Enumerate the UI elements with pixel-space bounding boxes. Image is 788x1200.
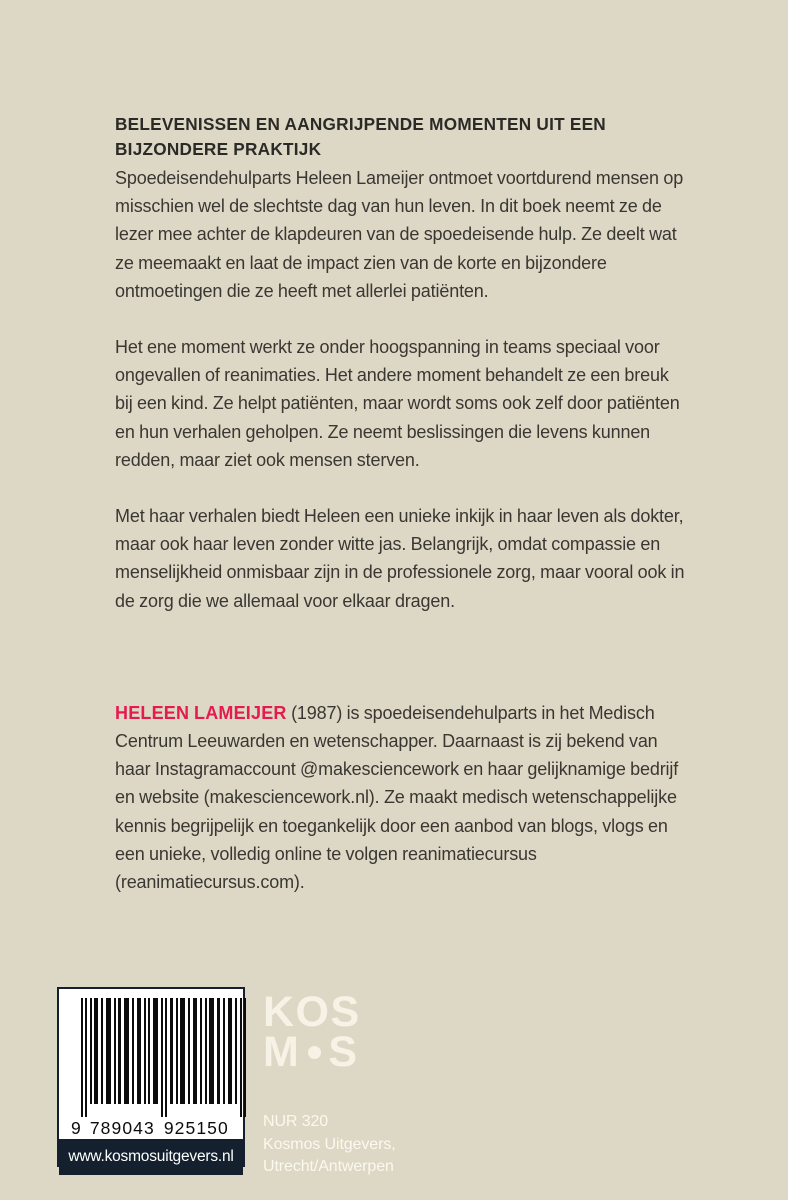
kosmos-logo-letter-s: S [328,1028,359,1076]
barcode-digit-group-2: 925150 [163,1118,229,1138]
kosmos-logo-line-2 [263,1028,371,1076]
publisher-name: Kosmos Uitgevers, [263,1135,396,1153]
blurb-paragraph-1: Spoedeisendehulparts Heleen Lameijer ontmoet voortdurend mensen op misschien wel de slechtste dag van hun leven. In dit boek neemt ze de lezer mee achter de klapdeuren van de spoedeisende hulp. Ze deelt wat ze meemaakt en laat de impact zien van de korte en bijzondere ontmoetingen die ze heeft met allerlei patiënten. [115,168,684,301]
page-title: BELEVENISSEN EN AANGRIJPENDE MOMENTEN UIT EEN BIJZONDERE PRAKTIJK [115,114,606,159]
author-name: HELEEN LAMEIJER [115,702,287,723]
kosmos-logo-dot-icon [308,1046,321,1059]
publisher-block [263,988,513,1179]
barcode-digits [71,1118,233,1139]
barcode-digit-lead: 9 [71,1118,82,1138]
kosmos-logo-letter-m: M [263,1028,301,1076]
kosmos-logo-line-1: KOS [263,988,361,1036]
barcode-digit-group-1: 789043 [89,1118,155,1138]
author-bio-text: (1987) is spoedeisendehulparts in het Medisch Centrum Leeuwarden en wetenschapper. Daarnaast is zij bekend van haar Instagramaccount @makesciencework en haar gelijknamige bedrijf en website (makesciencework.nl). Ze maakt medisch wetenschappelijke kennis begrijpelijk en toegankelijk door een aanbod van blogs, vlogs en een unieke, volledig online te volgen reanimatiecursus (reanimatiecursus.com). [115,702,679,893]
nur-code: NUR 320 [263,1113,329,1130]
cover-text-column [115,112,685,896]
imprint-info [263,1111,513,1179]
kosmos-logo [263,988,371,1076]
author-bio-block [115,699,685,896]
barcode-bars-icon [81,998,231,1104]
blurb-paragraph-2: Het ene moment werkt ze onder hoogspanning in teams speciaal voor ongevallen of reanimaties. Het andere moment behandelt ze een breuk bij een kind. Ze helpt patiënten, maar wordt soms ook zelf door patiënten en hun verhalen geholpen. Ze neemt beslissingen die levens kunnen redden, maar ziet ook mensen sterven. [115,337,680,470]
barcode-block [57,987,245,1167]
author-bio [115,699,685,896]
publisher-city: Utrecht/Antwerpen [263,1158,394,1175]
blurb-paragraph-3: Met haar verhalen biedt Heleen een unieke inkijk in haar leven als dokter, maar ook haar leven zonder witte jas. Belangrijk, omdat compassie en menselijkheid onmisbaar zijn in de professionele zorg, maar vooral ook in de zorg die we allemaal voor elkaar dragen. [115,506,685,611]
publisher-website-url[interactable]: www.kosmosuitgevers.nl [59,1139,243,1175]
barcode-inner [59,989,243,1139]
